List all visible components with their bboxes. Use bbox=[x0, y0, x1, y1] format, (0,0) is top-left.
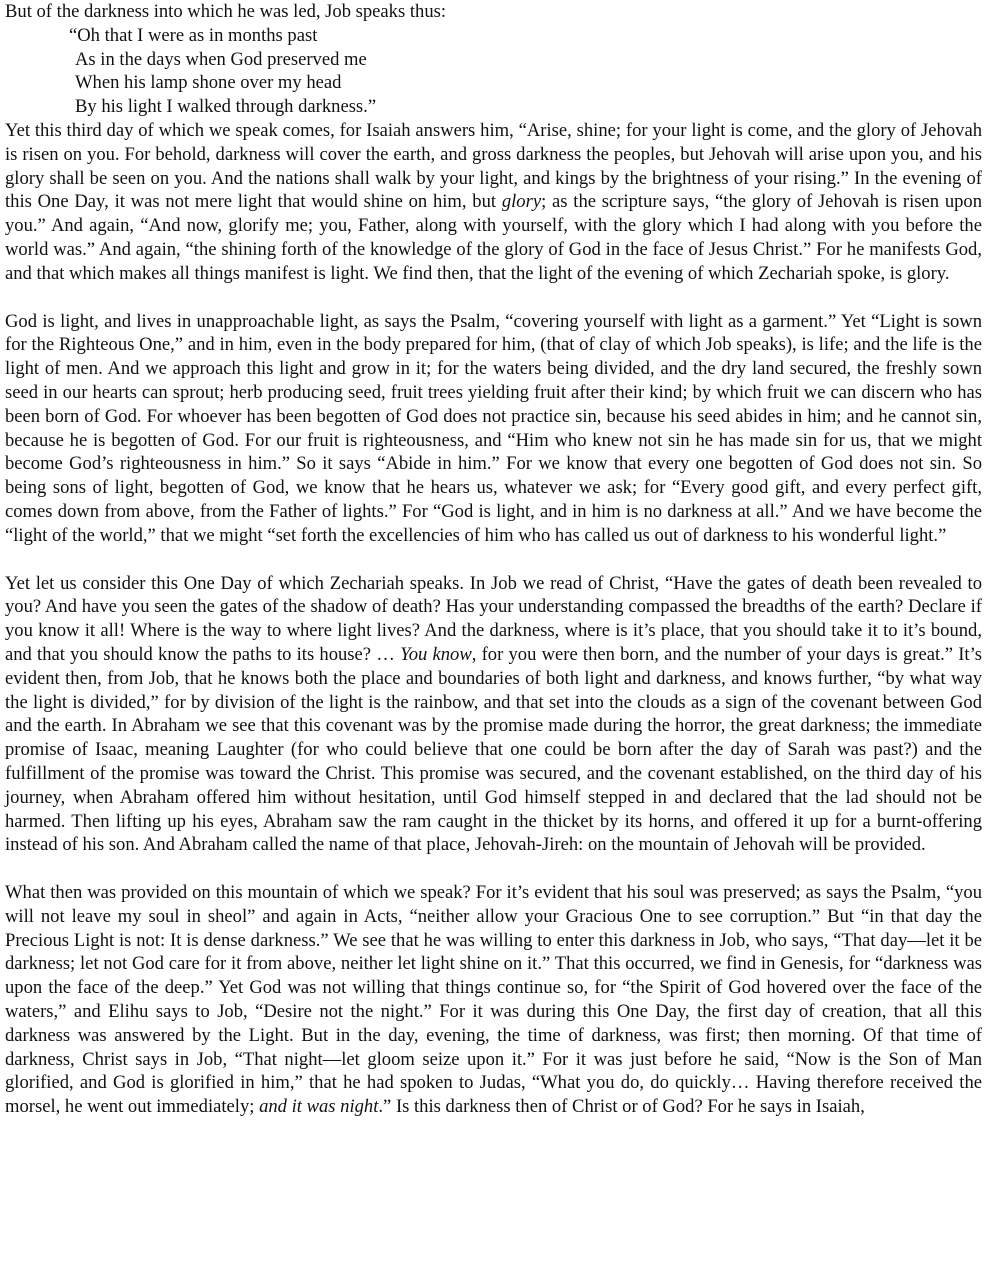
paragraph-4-emphasis: and it was night bbox=[259, 1096, 379, 1118]
paragraph-3 bbox=[5, 572, 982, 858]
paragraph-3-emphasis: You know bbox=[400, 643, 472, 665]
paragraph-1 bbox=[5, 119, 982, 286]
paragraph-3-part-a: Yet let us consider this One Day of which Zechariah speaks. In Job we read of Christ, “Have the gates of death been revealed to you? And have you seen the gates of the shadow of death? Has your understanding compassed the breadths of the earth? Declare if you know it all! Where is the way to where light lives? And the darkness, where is it’s place, that you should take it to it’s bound, and that you should know the paths to its house? … bbox=[5, 572, 982, 665]
paragraph-1-emphasis: glory bbox=[501, 191, 542, 213]
paragraph-4 bbox=[5, 881, 982, 1119]
verse-line-2: As in the days when God preserved me bbox=[75, 48, 367, 70]
paragraph-1-part-a: Yet this third day of which we speak comes, for Isaiah answers him, “Arise, shine; for your light is come, and the glory of Jehovah is risen on you. For behold, darkness will cover the earth, and gross darkness the peoples, but Jehovah will arise upon you, and his glory shall be seen on you. And the nations shall walk by your light, and kings by the brightness of your rising.” In the evening of this One Day, it was not mere light that would shine on him, but bbox=[5, 119, 982, 213]
intro-line bbox=[5, 0, 982, 24]
intro-text: But of the darkness into which he was led, Job speaks thus: bbox=[5, 1, 447, 22]
paragraph-1-part-b: ; as the scripture says, “the glory of Jehovah is risen upon you.” And again, “And now, glorify me; you, Father, along with yourself, with the glory which I had along with you before the world was.” And again, “the shining forth of the knowledge of the glory of God in the face of Jesus Christ.” For he manifests God, and that which makes all things manifest is light. We find then, that the light of the evening of which Zechariah spoke, is glory. bbox=[5, 191, 983, 284]
verse-line-4: By his light I walked through darkness.” bbox=[75, 96, 377, 118]
verse-line-3: When his lamp shone over my head bbox=[75, 72, 342, 94]
paragraph-2: God is light, and lives in unapproachable light, as says the Psalm, “covering yourself with light as a garment.” Yet “Light is sown for the Righteous One,” and in him, even in the body prepared for him, (that of clay of which Job speaks), is life; and the life is the light of men. And we approach this light and grow in it; for the waters being divided, and the dry land secured, the freshly sown seed in our hearts can sprout; herb producing seed, fruit trees yielding fruit after their kind; by which fruit we can discern who has been born of God. For whoever has been begotten of God does not practice sin, because his seed abides in him; and he cannot sin, because he is begotten of God. For our fruit is righteousness, and “Him who knew not sin he has made sin for us, that we might become God’s righteousness in him.” So it says “Abide in him.” For we know that every one begotten of God does not sin. So being sons of light, begotten of God, we know that he hears us, whatever we ask; for “Every good gift, and every perfect gift, comes down from above, from the Father of lights.” For “God is light, and in him is no darkness at all.” And we have become the “light of the world,” that we might “set forth the excellencies of him who has called us out of darkness to his wonderful light.” bbox=[5, 310, 982, 546]
paragraph-3-part-b: , for you were then born, and the number of your days is great.” It’s evident then, from Job, that he knows both the place and boundaries of both light and darkness, and knows further, “by what way the light is divided,” for by division of the light is the rainbow, and that set into the clouds as a sign of the covenant between God and the earth. In Abraham we see that this covenant was by the promise made during the horror, the great darkness; the immediate promise of Isaac, meaning Laughter (for who could believe that one could be born after the day of Sarah was past?) and the fulfillment of the promise was toward the Christ. This promise was secured, and the covenant established, on the third day of his journey, when Abraham offered him without hesitation, until God himself stepped in and declared that the lad should not be harmed. Then lifting up his eyes, Abraham saw the ram caught in the thicket by its horns, and offered it up for a burnt-offering instead of his son. And Abraham called the name of that place, Jehovah-Jireh: on the mountain of Jehovah will be provided. bbox=[5, 643, 983, 856]
verse-line-1: “Oh that I were as in months past bbox=[69, 24, 318, 46]
quoted-verse bbox=[5, 24, 982, 119]
paragraph-4-part-b: .” Is this darkness then of Christ or of God? For he says in Isaiah, bbox=[378, 1096, 865, 1118]
paragraph-4-part-a: What then was provided on this mountain of which we speak? For it’s evident that his soul was preserved; as says the Psalm, “you will not leave my soul in sheol” and again in Acts, “neither allow your Gracious One to see corruption.” But “in that day the Precious Light is not: It is dense darkness.” We see that he was willing to enter this darkness in Job, who says, “That day—let it be darkness; let not God care for it from above, neither let light shine on it.” That this occurred, we find in Genesis, for “darkness was upon the face of the deep.” Yet God was not willing that things continue so, for “the Spirit of God hovered over the face of the waters,” and Elihu says to Job, “Desire not the night.” For it was during this One Day, the first day of creation, that all this darkness was answered by the Light. But in the day, evening, the time of darkness, was first; then morning. Of that time of darkness, Christ says in Job, “That night—let gloom seize upon it.” For it was just before he said, “Now is the Son of Man glorified, and God is glorified in him,” that he had spoken to Judas, “What you do, do quickly… Having therefore received the morsel, he went out immediately; bbox=[5, 882, 982, 1118]
